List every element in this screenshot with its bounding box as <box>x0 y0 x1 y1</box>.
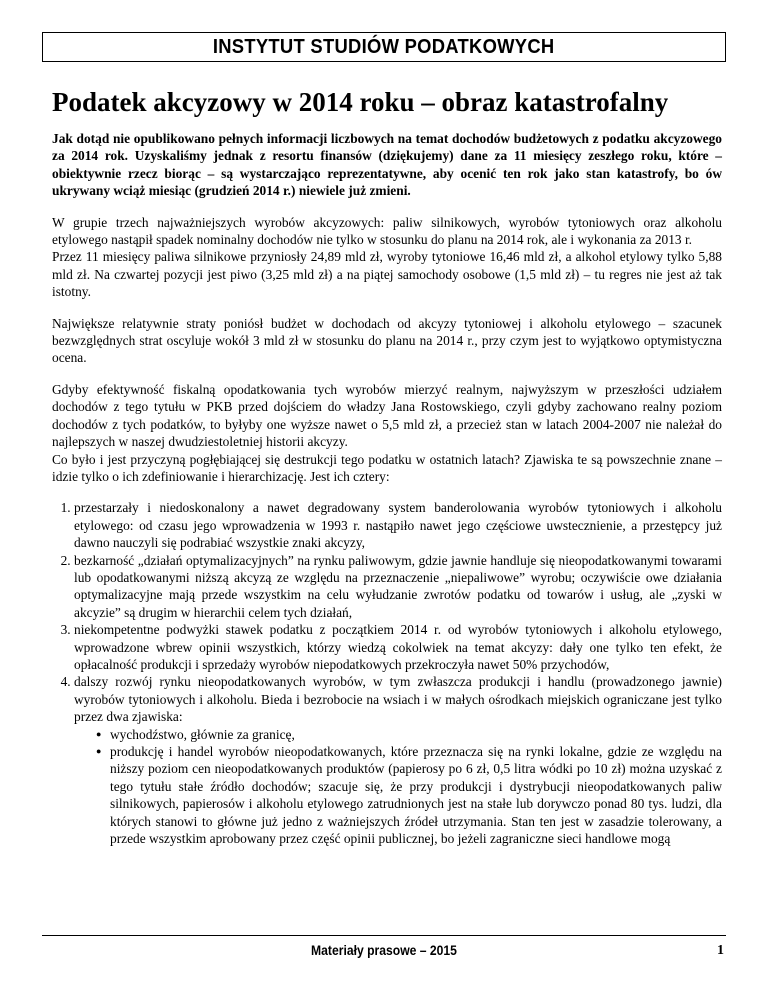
article-title: Podatek akcyzowy w 2014 roku – obraz katastrofalny <box>52 87 669 117</box>
paragraph: Największe relatywnie straty poniósł budżet w dochodach od akcyzy tytoniowej i alkoholu etylowego – szacunek bezwzględnych strat oscyluje wokół 3 mld zł w stosunku do planu na 2014 r., przy czym jest to wyjątkowo optymistyczna ocena. <box>52 315 722 366</box>
bullet-item: ● wychodźstwo, głównie za granicę, <box>96 726 722 743</box>
paragraph: Co było i jest przyczyną pogłębiającej się destrukcji tego podatku w ostatnich latach? Zjawiska te są powszechnie znane – idzie tylko o ich zdefiniowanie i hierarchizację. Jest ich cztery: <box>52 451 722 484</box>
paragraph: Gdyby efektywność fiskalną opodatkowania tych wyrobów mierzyć realnym, najwyższym w przeszłości udziałem dochodów z tego tytułu w PKB przed dojściem do władzy Jana Rostowskiego, czyli gdyby zachowano realny poziom dochodów z tych podatków, to byłyby one wyższe nawet o 5,5 mld zł, a przecież stan w latach 2004-2007 nie należał do najlepszych w naszej dwudziestoletniej historii akcyzy. <box>52 381 722 450</box>
list-item-text: dalszy rozwój rynku nieopodatkowanych wyrobów, w tym zwłaszcza produkcji i handlu (prowadzonego jawnie) wyrobów tytoniowych i alkoholu. Bieda i bezrobocie na wsiach i w małych ośrodkach miejskich ograniczane jest tylko przez dwa zjawiska: <box>74 674 722 725</box>
footer-divider <box>42 935 726 936</box>
list-item <box>74 673 722 847</box>
article-body <box>52 130 722 847</box>
page-number: 1 <box>717 943 724 958</box>
list-item: 1. przestarzały i niedoskonalony a nawet degradowany system banderolowania wyrobów tytoniowych i alkoholu etylowego: od czasu jego wprowadzenia w 1993 r. nastąpiło nawet jego częściowe uwstecznienie, a przestępcy już dawno nauczyli się podrabiać wszystkie znaki akcyzy, <box>74 499 722 551</box>
list-item: 2. bezkarność „działań optymalizacyjnych” na rynku paliwowym, gdzie jawnie handluje się nieopodatkowanymi towarami lub opodatkowanymi niższą akcyzą ze względu na przeznaczenie „niepaliwowe” wyrobu; oczywiście owe działania optymalizacyjne mają przede wszystkim na celu wyłudzanie zwrotów podatku od towarów i usług, ale „zyski w akcyzie” są drugim w hierarchii celem tych działań, <box>74 552 722 622</box>
phenomena-list <box>74 726 722 848</box>
header-banner <box>42 32 726 62</box>
bullet-item: ● produkcję i handel wyrobów nieopodatkowanych, które przeznacza się na rynki lokalne, gdzie ze względu na niższy poziom cen nieopodatkowanych produktów (papierosy po 6 zł, 0,5 litra wódki po 10 zł) można uzyskać z tego tytułu stałe źródło dochodów; szacuje się, że przy produkcji i dystrybucji nieopodatkowanych paliw silnikowych, papierosów i alkoholu etylowego zatrudnionych jest na stałe lub dorywczo ponad 80 tys. ludzi, dla których stanowi to główne już jedno z ważniejszych źródeł utrzymania. Stan ten jest w zasadzie tolerowany, a przede wszystkim aprobowany przez część opinii publicznej, bo jeżeli zagraniczne sieci handlowe mogą <box>96 743 722 847</box>
institute-name: INSTYTUT STUDIÓW PODATKOWYCH <box>213 36 555 58</box>
list-item: 3. niekompetentne podwyżki stawek podatku z początkiem 2014 r. od wyrobów tytoniowych i alkoholu etylowego, wprowadzone wbrew opinii wszystkich, którzy wiedzą cokolwiek na temat akcyzy: dały one tylko ten efekt, że opłacalność produkcji i sprzedaży wyrobów niepodatkowych przekroczyła nawet 50% przychodów, <box>74 621 722 673</box>
lead-paragraph: Jak dotąd nie opublikowano pełnych informacji liczbowych na temat dochodów budżetowych z podatku akcyzowego za 2014 rok. Uzyskaliśmy jednak z resortu finansów (dziękujemy) dane za 11 miesięcy zeszłego roku, które – obiektywnie rzecz biorąc – są wystarczająco reprezentatywne, aby ocenić ten rok jako stan katastrofy, bo ów ukrywany wciąż miesiąc (grudzień 2014 r.) niewiele już zmieni. <box>52 131 722 199</box>
causes-list <box>52 499 722 847</box>
footer-label: Materiały prasowe – 2015 <box>311 943 457 958</box>
paragraph: Przez 11 miesięcy paliwa silnikowe przyniosły 24,89 mld zł, wyroby tytoniowe 16,46 mld zł, a alkohol etylowy tylko 5,88 mld zł. Na czwartej pozycji jest piwo (3,25 mld zł) a na piątej samochody osobowe (1,5 mld zł) – tu regres nie jest aż tak istotny. <box>52 249 722 300</box>
paragraph: W grupie trzech najważniejszych wyrobów akcyzowych: paliw silnikowych, wyrobów tytoniowych oraz alkoholu etylowego nastąpił spadek nominalny dochodów nie tylko w stosunku do planu na 2014 rok, ale i wykonania za 2013 r. <box>52 214 722 248</box>
